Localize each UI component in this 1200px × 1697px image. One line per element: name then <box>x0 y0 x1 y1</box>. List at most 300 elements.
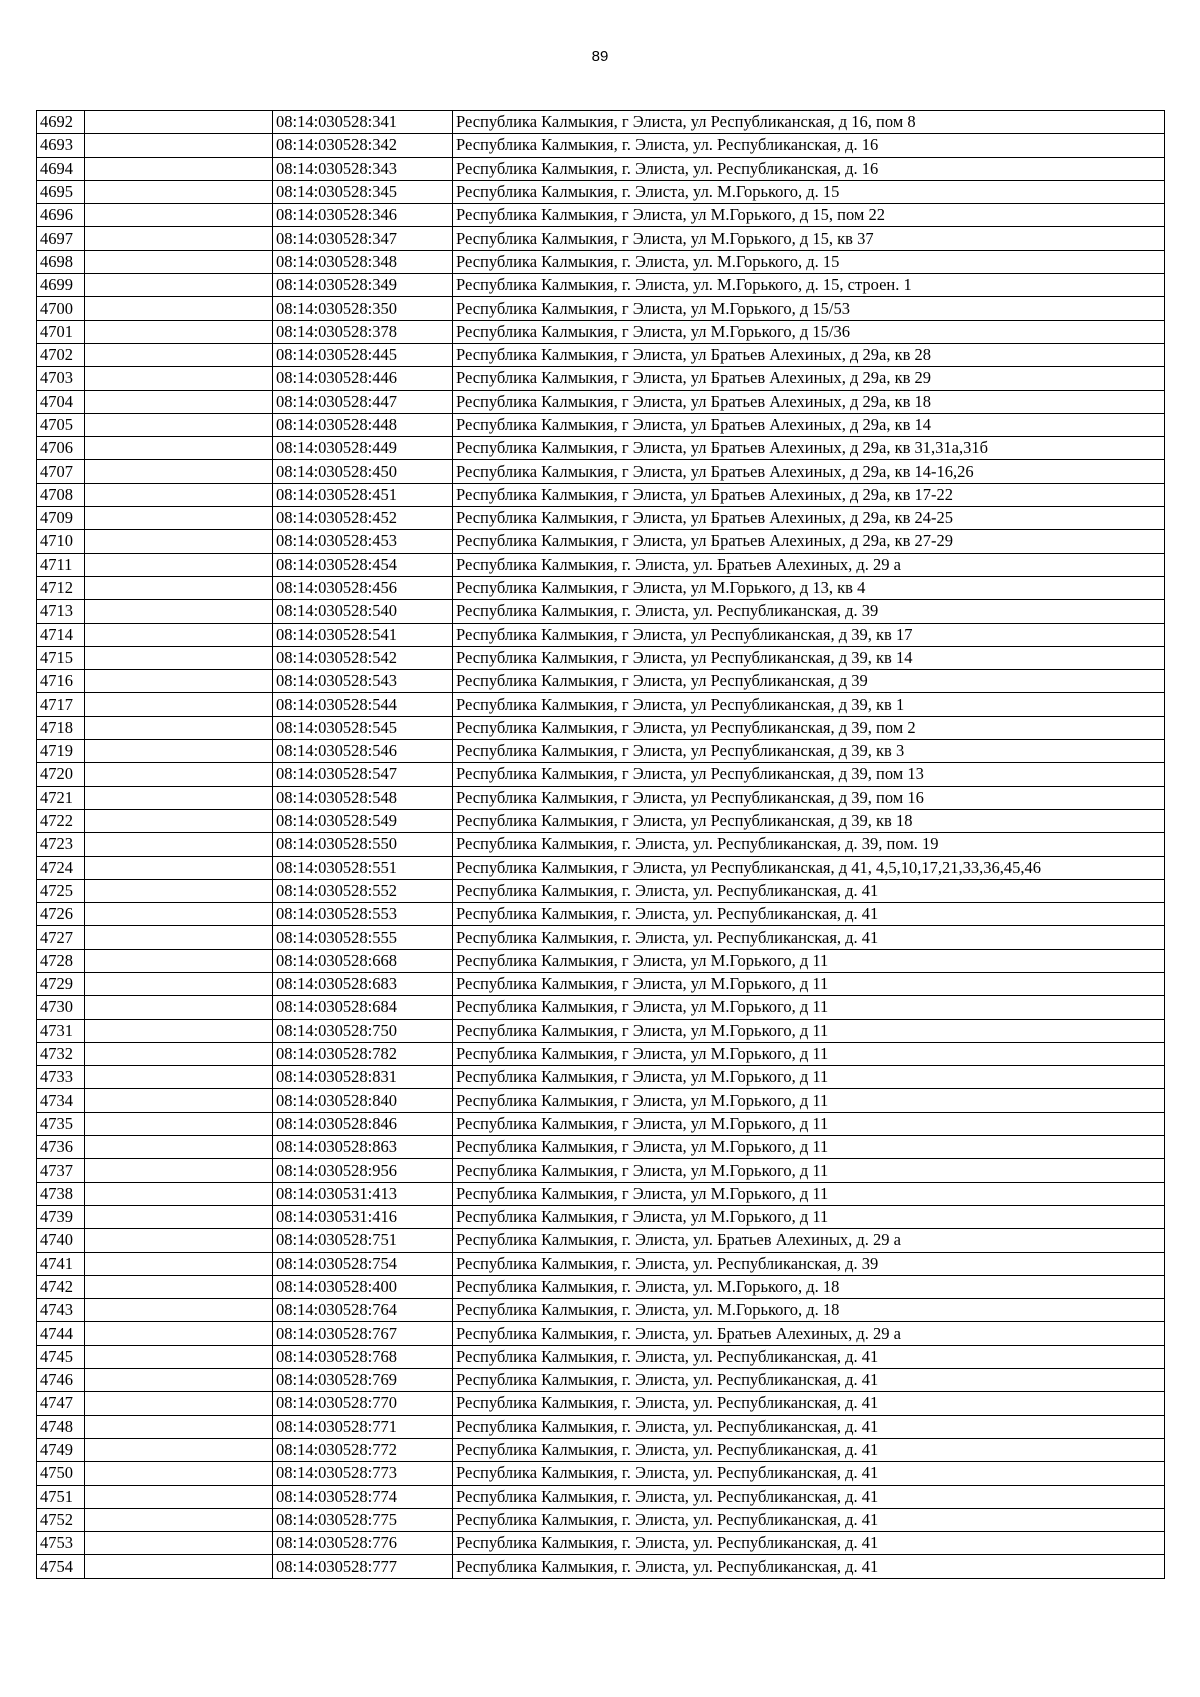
row-number-cell: 4729 <box>37 972 85 995</box>
cadastral-number-cell: 08:14:030528:684 <box>273 996 453 1019</box>
table-row <box>37 530 1165 553</box>
row-number-cell: 4705 <box>37 413 85 436</box>
cadastral-number-cell: 08:14:030528:552 <box>273 879 453 902</box>
address-cell: Республика Калмыкия, г. Элиста, ул. Республиканская, д. 39 <box>453 600 1165 623</box>
address-cell: Республика Калмыкия, г Элиста, ул М.Горького, д 11 <box>453 996 1165 1019</box>
empty-cell <box>85 1392 273 1415</box>
cadastral-number-cell: 08:14:030528:777 <box>273 1555 453 1578</box>
address-cell: Республика Калмыкия, г. Элиста, ул. Республиканская, д. 41 <box>453 1415 1165 1438</box>
table-row <box>37 111 1165 134</box>
address-cell: Республика Калмыкия, г Элиста, ул Братьев Алехиных, д 29а, кв 14 <box>453 413 1165 436</box>
cadastral-number-cell: 08:14:030528:345 <box>273 180 453 203</box>
empty-cell <box>85 903 273 926</box>
empty-cell <box>85 1322 273 1345</box>
address-cell: Республика Калмыкия, г. Элиста, ул. М.Горького, д. 15 <box>453 180 1165 203</box>
empty-cell <box>85 879 273 902</box>
cadastral-number-cell: 08:14:030528:350 <box>273 297 453 320</box>
row-number-cell: 4735 <box>37 1112 85 1135</box>
table-row <box>37 740 1165 763</box>
row-number-cell: 4704 <box>37 390 85 413</box>
cadastral-number-cell: 08:14:030528:774 <box>273 1485 453 1508</box>
table-row <box>37 1159 1165 1182</box>
cadastral-number-cell: 08:14:030528:548 <box>273 786 453 809</box>
address-cell: Республика Калмыкия, г. Элиста, ул. Республиканская, д. 41 <box>453 1438 1165 1461</box>
address-cell: Республика Калмыкия, г. Элиста, ул. Республиканская, д. 41 <box>453 879 1165 902</box>
cadastral-number-cell: 08:14:030528:846 <box>273 1112 453 1135</box>
address-cell: Республика Калмыкия, г. Элиста, ул. Республиканская, д. 39, пом. 19 <box>453 833 1165 856</box>
table-row <box>37 134 1165 157</box>
cadastral-number-cell: 08:14:030528:449 <box>273 437 453 460</box>
empty-cell <box>85 1415 273 1438</box>
table-row <box>37 1555 1165 1578</box>
address-cell: Республика Калмыкия, г. Элиста, ул. Республиканская, д. 41 <box>453 1462 1165 1485</box>
row-number-cell: 4711 <box>37 553 85 576</box>
empty-cell <box>85 786 273 809</box>
table-row <box>37 1392 1165 1415</box>
address-cell: Республика Калмыкия, г Элиста, ул Братьев Алехиных, д 29а, кв 27-29 <box>453 530 1165 553</box>
empty-cell <box>85 996 273 1019</box>
cadastral-number-cell: 08:14:030528:453 <box>273 530 453 553</box>
table-row <box>37 1066 1165 1089</box>
row-number-cell: 4699 <box>37 274 85 297</box>
address-cell: Республика Калмыкия, г. Элиста, ул. Республиканская, д. 16 <box>453 134 1165 157</box>
address-cell: Республика Калмыкия, г Элиста, ул Братьев Алехиных, д 29а, кв 31,31а,31б <box>453 437 1165 460</box>
table-row <box>37 1485 1165 1508</box>
address-cell: Республика Калмыкия, г. Элиста, ул. Республиканская, д. 41 <box>453 1392 1165 1415</box>
cadastral-number-cell: 08:14:030528:550 <box>273 833 453 856</box>
address-cell: Республика Калмыкия, г. Элиста, ул. Братьев Алехиных, д. 29 а <box>453 1229 1165 1252</box>
cadastral-number-cell: 08:14:030528:342 <box>273 134 453 157</box>
address-cell: Республика Калмыкия, г. Элиста, ул. Республиканская, д. 41 <box>453 1485 1165 1508</box>
address-cell: Республика Калмыкия, г. Элиста, ул. Республиканская, д. 41 <box>453 1369 1165 1392</box>
row-number-cell: 4736 <box>37 1136 85 1159</box>
table-row <box>37 716 1165 739</box>
table-row <box>37 1532 1165 1555</box>
address-cell: Республика Калмыкия, г Элиста, ул М.Горького, д 11 <box>453 1042 1165 1065</box>
row-number-cell: 4714 <box>37 623 85 646</box>
table-row <box>37 180 1165 203</box>
table-row <box>37 413 1165 436</box>
cadastral-number-cell: 08:14:030528:542 <box>273 646 453 669</box>
empty-cell <box>85 623 273 646</box>
address-cell: Республика Калмыкия, г Элиста, ул М.Горького, д 11 <box>453 1112 1165 1135</box>
row-number-cell: 4728 <box>37 949 85 972</box>
row-number-cell: 4754 <box>37 1555 85 1578</box>
table-row <box>37 297 1165 320</box>
page-number: 89 <box>591 48 609 65</box>
table-row <box>37 879 1165 902</box>
empty-cell <box>85 1042 273 1065</box>
empty-cell <box>85 1136 273 1159</box>
address-cell: Республика Калмыкия, г Элиста, ул Братьев Алехиных, д 29а, кв 14-16,26 <box>453 460 1165 483</box>
cadastral-number-cell: 08:14:030528:775 <box>273 1508 453 1531</box>
row-number-cell: 4722 <box>37 809 85 832</box>
cadastral-number-cell: 08:14:030528:956 <box>273 1159 453 1182</box>
address-cell: Республика Калмыкия, г Элиста, ул М.Горького, д 11 <box>453 1089 1165 1112</box>
row-number-cell: 4719 <box>37 740 85 763</box>
cadastral-number-cell: 08:14:030528:551 <box>273 856 453 879</box>
address-cell: Республика Калмыкия, г Элиста, ул Республиканская, д 16, пом 8 <box>453 111 1165 134</box>
address-cell: Республика Калмыкия, г Элиста, ул М.Горького, д 11 <box>453 1136 1165 1159</box>
cadastral-number-cell: 08:14:030531:413 <box>273 1182 453 1205</box>
row-number-cell: 4751 <box>37 1485 85 1508</box>
address-cell: Республика Калмыкия, г. Элиста, ул. М.Горького, д. 18 <box>453 1299 1165 1322</box>
cadastral-number-cell: 08:14:030528:540 <box>273 600 453 623</box>
address-cell: Республика Калмыкия, г Элиста, ул Братьев Алехиных, д 29а, кв 29 <box>453 367 1165 390</box>
row-number-cell: 4740 <box>37 1229 85 1252</box>
registry-table-body <box>37 111 1165 1579</box>
empty-cell <box>85 1089 273 1112</box>
cadastral-number-cell: 08:14:030528:546 <box>273 740 453 763</box>
registry-table <box>36 110 1165 1579</box>
table-row <box>37 949 1165 972</box>
empty-cell <box>85 1205 273 1228</box>
empty-cell <box>85 1485 273 1508</box>
table-row <box>37 623 1165 646</box>
empty-cell <box>85 1112 273 1135</box>
address-cell: Республика Калмыкия, г Элиста, ул М.Горького, д 11 <box>453 949 1165 972</box>
row-number-cell: 4752 <box>37 1508 85 1531</box>
row-number-cell: 4708 <box>37 483 85 506</box>
empty-cell <box>85 600 273 623</box>
row-number-cell: 4730 <box>37 996 85 1019</box>
table-row <box>37 390 1165 413</box>
cadastral-number-cell: 08:14:030528:349 <box>273 274 453 297</box>
table-row <box>37 1508 1165 1531</box>
empty-cell <box>85 204 273 227</box>
table-row <box>37 1299 1165 1322</box>
empty-cell <box>85 343 273 366</box>
cadastral-number-cell: 08:14:030528:447 <box>273 390 453 413</box>
table-row <box>37 1019 1165 1042</box>
empty-cell <box>85 320 273 343</box>
cadastral-number-cell: 08:14:030528:831 <box>273 1066 453 1089</box>
row-number-cell: 4726 <box>37 903 85 926</box>
row-number-cell: 4695 <box>37 180 85 203</box>
cadastral-number-cell: 08:14:030528:348 <box>273 250 453 273</box>
row-number-cell: 4731 <box>37 1019 85 1042</box>
empty-cell <box>85 1229 273 1252</box>
address-cell: Республика Калмыкия, г Элиста, ул Республиканская, д 39, пом 13 <box>453 763 1165 786</box>
address-cell: Республика Калмыкия, г Элиста, ул Республиканская, д 39, кв 14 <box>453 646 1165 669</box>
cadastral-number-cell: 08:14:030528:454 <box>273 553 453 576</box>
table-row <box>37 553 1165 576</box>
cadastral-number-cell: 08:14:030528:378 <box>273 320 453 343</box>
table-row <box>37 250 1165 273</box>
cadastral-number-cell: 08:14:030528:768 <box>273 1345 453 1368</box>
cadastral-number-cell: 08:14:030528:764 <box>273 1299 453 1322</box>
table-row <box>37 1345 1165 1368</box>
table-row <box>37 367 1165 390</box>
empty-cell <box>85 1532 273 1555</box>
address-cell: Республика Калмыкия, г Элиста, ул Республиканская, д 39 <box>453 670 1165 693</box>
row-number-cell: 4742 <box>37 1275 85 1298</box>
empty-cell <box>85 180 273 203</box>
table-row <box>37 1438 1165 1461</box>
row-number-cell: 4713 <box>37 600 85 623</box>
row-number-cell: 4724 <box>37 856 85 879</box>
table-row <box>37 1229 1165 1252</box>
empty-cell <box>85 1159 273 1182</box>
empty-cell <box>85 530 273 553</box>
row-number-cell: 4750 <box>37 1462 85 1485</box>
table-row <box>37 1136 1165 1159</box>
table-row <box>37 1462 1165 1485</box>
table-row <box>37 507 1165 530</box>
empty-cell <box>85 856 273 879</box>
address-cell: Республика Калмыкия, г. Элиста, ул. Республиканская, д. 41 <box>453 1532 1165 1555</box>
address-cell: Республика Калмыкия, г Элиста, ул Республиканская, д 39, кв 3 <box>453 740 1165 763</box>
address-cell: Республика Калмыкия, г. Элиста, ул. Республиканская, д. 41 <box>453 1555 1165 1578</box>
row-number-cell: 4734 <box>37 1089 85 1112</box>
row-number-cell: 4753 <box>37 1532 85 1555</box>
row-number-cell: 4702 <box>37 343 85 366</box>
cadastral-number-cell: 08:14:030528:754 <box>273 1252 453 1275</box>
address-cell: Республика Калмыкия, г Элиста, ул М.Горького, д 11 <box>453 1019 1165 1042</box>
row-number-cell: 4697 <box>37 227 85 250</box>
table-row <box>37 320 1165 343</box>
address-cell: Республика Калмыкия, г Элиста, ул М.Горького, д 15, пом 22 <box>453 204 1165 227</box>
table-row <box>37 856 1165 879</box>
empty-cell <box>85 297 273 320</box>
row-number-cell: 4692 <box>37 111 85 134</box>
row-number-cell: 4720 <box>37 763 85 786</box>
row-number-cell: 4745 <box>37 1345 85 1368</box>
empty-cell <box>85 1252 273 1275</box>
empty-cell <box>85 437 273 460</box>
table-row <box>37 1369 1165 1392</box>
address-cell: Республика Калмыкия, г. Элиста, ул. Республиканская, д. 39 <box>453 1252 1165 1275</box>
empty-cell <box>85 1345 273 1368</box>
address-cell: Республика Калмыкия, г Элиста, ул М.Горького, д 11 <box>453 1159 1165 1182</box>
row-number-cell: 4718 <box>37 716 85 739</box>
address-cell: Республика Калмыкия, г Элиста, ул М.Горького, д 15/53 <box>453 297 1165 320</box>
table-row <box>37 437 1165 460</box>
address-cell: Республика Калмыкия, г Элиста, ул М.Горького, д 11 <box>453 1182 1165 1205</box>
cadastral-number-cell: 08:14:030528:456 <box>273 576 453 599</box>
cadastral-number-cell: 08:14:030528:771 <box>273 1415 453 1438</box>
empty-cell <box>85 1462 273 1485</box>
address-cell: Республика Калмыкия, г Элиста, ул Республиканская, д 39, кв 18 <box>453 809 1165 832</box>
address-cell: Республика Калмыкия, г. Элиста, ул. Братьев Алехиных, д. 29 а <box>453 1322 1165 1345</box>
cadastral-number-cell: 08:14:030528:863 <box>273 1136 453 1159</box>
cadastral-number-cell: 08:14:030528:782 <box>273 1042 453 1065</box>
cadastral-number-cell: 08:14:030528:446 <box>273 367 453 390</box>
cadastral-number-cell: 08:14:030528:751 <box>273 1229 453 1252</box>
empty-cell <box>85 833 273 856</box>
address-cell: Республика Калмыкия, г Элиста, ул М.Горького, д 11 <box>453 1205 1165 1228</box>
empty-cell <box>85 553 273 576</box>
table-row <box>37 576 1165 599</box>
row-number-cell: 4703 <box>37 367 85 390</box>
table-row <box>37 1089 1165 1112</box>
table-row <box>37 1205 1165 1228</box>
empty-cell <box>85 367 273 390</box>
table-row <box>37 600 1165 623</box>
cadastral-number-cell: 08:14:030528:343 <box>273 157 453 180</box>
row-number-cell: 4733 <box>37 1066 85 1089</box>
row-number-cell: 4723 <box>37 833 85 856</box>
row-number-cell: 4725 <box>37 879 85 902</box>
cadastral-number-cell: 08:14:030528:555 <box>273 926 453 949</box>
address-cell: Республика Калмыкия, г. Элиста, ул. Республиканская, д. 16 <box>453 157 1165 180</box>
empty-cell <box>85 949 273 972</box>
cadastral-number-cell: 08:14:030528:549 <box>273 809 453 832</box>
empty-cell <box>85 809 273 832</box>
empty-cell <box>85 1369 273 1392</box>
row-number-cell: 4737 <box>37 1159 85 1182</box>
address-cell: Республика Калмыкия, г. Элиста, ул. М.Горького, д. 15, строен. 1 <box>453 274 1165 297</box>
empty-cell <box>85 483 273 506</box>
table-row <box>37 996 1165 1019</box>
empty-cell <box>85 763 273 786</box>
address-cell: Республика Калмыкия, г. Элиста, ул. Республиканская, д. 41 <box>453 926 1165 949</box>
empty-cell <box>85 413 273 436</box>
row-number-cell: 4696 <box>37 204 85 227</box>
empty-cell <box>85 274 273 297</box>
cadastral-number-cell: 08:14:030528:767 <box>273 1322 453 1345</box>
address-cell: Республика Калмыкия, г. Элиста, ул. Республиканская, д. 41 <box>453 1345 1165 1368</box>
cadastral-number-cell: 08:14:030528:543 <box>273 670 453 693</box>
empty-cell <box>85 716 273 739</box>
cadastral-number-cell: 08:14:030528:547 <box>273 763 453 786</box>
row-number-cell: 4698 <box>37 250 85 273</box>
cadastral-number-cell: 08:14:030528:346 <box>273 204 453 227</box>
empty-cell <box>85 460 273 483</box>
empty-cell <box>85 1438 273 1461</box>
row-number-cell: 4727 <box>37 926 85 949</box>
row-number-cell: 4748 <box>37 1415 85 1438</box>
empty-cell <box>85 1019 273 1042</box>
row-number-cell: 4715 <box>37 646 85 669</box>
table-row <box>37 646 1165 669</box>
row-number-cell: 4693 <box>37 134 85 157</box>
row-number-cell: 4700 <box>37 297 85 320</box>
table-row <box>37 1042 1165 1065</box>
row-number-cell: 4721 <box>37 786 85 809</box>
address-cell: Республика Калмыкия, г Элиста, ул Братьев Алехиных, д 29а, кв 17-22 <box>453 483 1165 506</box>
table-row <box>37 343 1165 366</box>
table-row <box>37 157 1165 180</box>
row-number-cell: 4712 <box>37 576 85 599</box>
table-row <box>37 1182 1165 1205</box>
address-cell: Республика Калмыкия, г Элиста, ул Республиканская, д 39, кв 17 <box>453 623 1165 646</box>
address-cell: Республика Калмыкия, г Элиста, ул М.Горького, д 11 <box>453 1066 1165 1089</box>
cadastral-number-cell: 08:14:030528:668 <box>273 949 453 972</box>
empty-cell <box>85 250 273 273</box>
address-cell: Республика Калмыкия, г Элиста, ул Братьев Алехиных, д 29а, кв 18 <box>453 390 1165 413</box>
empty-cell <box>85 670 273 693</box>
cadastral-number-cell: 08:14:030528:400 <box>273 1275 453 1298</box>
table-row <box>37 1415 1165 1438</box>
table-row <box>37 693 1165 716</box>
row-number-cell: 4717 <box>37 693 85 716</box>
empty-cell <box>85 227 273 250</box>
row-number-cell: 4738 <box>37 1182 85 1205</box>
empty-cell <box>85 740 273 763</box>
address-cell: Республика Калмыкия, г. Элиста, ул. М.Горького, д. 15 <box>453 250 1165 273</box>
cadastral-number-cell: 08:14:030528:773 <box>273 1462 453 1485</box>
row-number-cell: 4707 <box>37 460 85 483</box>
address-cell: Республика Калмыкия, г Элиста, ул Республиканская, д 39, пом 2 <box>453 716 1165 739</box>
row-number-cell: 4716 <box>37 670 85 693</box>
row-number-cell: 4732 <box>37 1042 85 1065</box>
empty-cell <box>85 507 273 530</box>
row-number-cell: 4741 <box>37 1252 85 1275</box>
cadastral-number-cell: 08:14:030528:683 <box>273 972 453 995</box>
empty-cell <box>85 1299 273 1322</box>
row-number-cell: 4739 <box>37 1205 85 1228</box>
table-row <box>37 809 1165 832</box>
cadastral-number-cell: 08:14:030528:541 <box>273 623 453 646</box>
empty-cell <box>85 1555 273 1578</box>
cadastral-number-cell: 08:14:030528:445 <box>273 343 453 366</box>
address-cell: Республика Калмыкия, г Элиста, ул М.Горького, д 15, кв 37 <box>453 227 1165 250</box>
row-number-cell: 4701 <box>37 320 85 343</box>
cadastral-number-cell: 08:14:030528:341 <box>273 111 453 134</box>
cadastral-number-cell: 08:14:030528:451 <box>273 483 453 506</box>
address-cell: Республика Калмыкия, г Элиста, ул М.Горького, д 11 <box>453 972 1165 995</box>
cadastral-number-cell: 08:14:030528:769 <box>273 1369 453 1392</box>
address-cell: Республика Калмыкия, г. Элиста, ул. Республиканская, д. 41 <box>453 1508 1165 1531</box>
address-cell: Республика Калмыкия, г. Элиста, ул. Братьев Алехиных, д. 29 а <box>453 553 1165 576</box>
cadastral-number-cell: 08:14:030528:544 <box>273 693 453 716</box>
empty-cell <box>85 134 273 157</box>
empty-cell <box>85 1182 273 1205</box>
empty-cell <box>85 1508 273 1531</box>
cadastral-number-cell: 08:14:030528:840 <box>273 1089 453 1112</box>
row-number-cell: 4743 <box>37 1299 85 1322</box>
table-row <box>37 763 1165 786</box>
row-number-cell: 4749 <box>37 1438 85 1461</box>
table-row <box>37 1322 1165 1345</box>
row-number-cell: 4710 <box>37 530 85 553</box>
table-row <box>37 833 1165 856</box>
table-row <box>37 670 1165 693</box>
cadastral-number-cell: 08:14:030528:452 <box>273 507 453 530</box>
cadastral-number-cell: 08:14:030528:750 <box>273 1019 453 1042</box>
table-row <box>37 786 1165 809</box>
row-number-cell: 4694 <box>37 157 85 180</box>
cadastral-number-cell: 08:14:030528:776 <box>273 1532 453 1555</box>
address-cell: Республика Калмыкия, г Элиста, ул Братьев Алехиных, д 29а, кв 28 <box>453 343 1165 366</box>
address-cell: Республика Калмыкия, г. Элиста, ул. М.Горького, д. 18 <box>453 1275 1165 1298</box>
empty-cell <box>85 972 273 995</box>
cadastral-number-cell: 08:14:030531:416 <box>273 1205 453 1228</box>
address-cell: Республика Калмыкия, г Элиста, ул Республиканская, д 39, кв 1 <box>453 693 1165 716</box>
empty-cell <box>85 926 273 949</box>
cadastral-number-cell: 08:14:030528:772 <box>273 1438 453 1461</box>
empty-cell <box>85 693 273 716</box>
empty-cell <box>85 157 273 180</box>
table-row <box>37 903 1165 926</box>
table-row <box>37 1252 1165 1275</box>
table-row <box>37 204 1165 227</box>
empty-cell <box>85 390 273 413</box>
cadastral-number-cell: 08:14:030528:450 <box>273 460 453 483</box>
empty-cell <box>85 576 273 599</box>
row-number-cell: 4746 <box>37 1369 85 1392</box>
cadastral-number-cell: 08:14:030528:770 <box>273 1392 453 1415</box>
table-row <box>37 972 1165 995</box>
table-row <box>37 460 1165 483</box>
empty-cell <box>85 111 273 134</box>
address-cell: Республика Калмыкия, г Элиста, ул Республиканская, д 41, 4,5,10,17,21,33,36,45,46 <box>453 856 1165 879</box>
address-cell: Республика Калмыкия, г. Элиста, ул. Республиканская, д. 41 <box>453 903 1165 926</box>
table-row <box>37 1275 1165 1298</box>
table-row <box>37 1112 1165 1135</box>
table-row <box>37 227 1165 250</box>
